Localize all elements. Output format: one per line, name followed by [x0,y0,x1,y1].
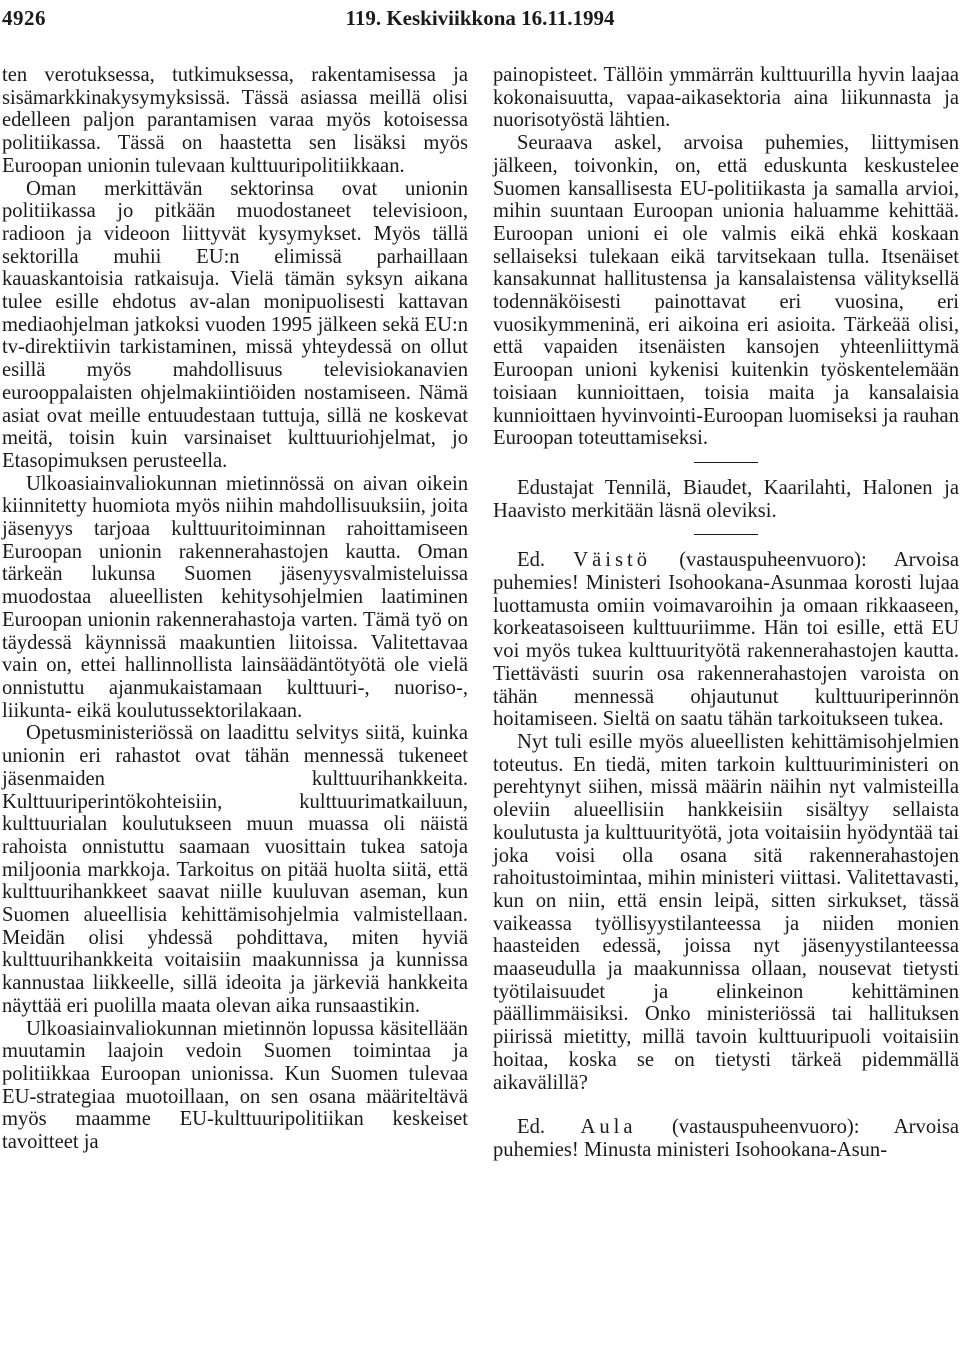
speech-vaisto [493,549,959,731]
speaker-prefix: Ed. [517,1116,546,1139]
speaker-name: Väistö [573,549,651,572]
right-column [493,64,959,1162]
page-header [0,0,960,40]
page-number: 4926 [2,6,46,30]
paragraph: Opetusministeriössä on laadittu selvitys siitä, kuinka unionin eri rahastot ovat tähän mennessä tukeneet jäsenmaiden kulttuurihankkeita. Kulttuuriperintökohteisiin, kulttuurimatkailuun, kulttuurialan koulutukseen muun muassa oli näistä rahoista onnistuttu saamaan vuosittain tukea satoja miljoonia markkoja. Tarkoitus on pitää huolta siitä, että kulttuurihankkeet saavat niille kuuluvan aseman, kun Suomen alueellisia kehittämisohjelmia valmistellaan. Meidän olisi yhdessä pohdittava, miten hyviä kulttuurihankkeita voitaisiin maakunnissa ja kunnissa kannustaa liikkeelle, sillä ideoita ja järkeviä hankkeita näyttää eri puolilla maata olevan aika runsaastikin. [2,722,468,1017]
paragraph: painopisteet. Tällöin ymmärrän kulttuurilla hyvin laajaa kokonaisuutta, vapaa-aikasektoria aina liikunnasta ja nuorisotyöstä lähtien. [493,64,959,132]
paragraph: Ulkoasiainvaliokunnan mietinnössä on aivan oikein kiinnitetty huomiota myös niihin mahdollisuuksiin, joita jäsenyys tarjoaa kulttuuritoiminnan rahoittamiseen Euroopan unionin rakennerahastojen kautta. Oman tärkeän lukunsa Suomen jäsenyysvalmisteluissa muodostaa alueellisten kehitysohjelmien laatiminen Euroopan unionin rakennerahastoja varten. Tämä työ on täydessä käynnissä maakuntien liitoissa. Valitettavaa vain on, ettei hallinnollista lainsäädäntötyötä ole vielä onnistuttu ajanmukaistamaan kulttuuri-, nuoriso-, liikunta- eikä koulutussektorilakaan. [2,472,468,722]
speech-text: (vastauspuheenvuoro): Arvoisa puhemies! Minusta ministeri Isohookana-Asun- [493,1116,960,1161]
paragraph: Oman merkittävän sektorinsa ovat unionin politiikassa jo pitkään muodostaneet televisioon, radioon ja videoon liittyvät kysymykset. Myös tällä sektorilla muhii EU:n elimissä parhaillaan kauaskantoisia ratkaisuja. Vielä tämän syksyn aikana tulee esille ehdotus av-alan monipuolisesti kattavan mediaohjelman jatkoksi vuoden 1995 jälkeen sekä EU:n tv-direktiivin tarkistaminen, missä yhteydessä on ollut esillä myös mahdollisuus televisiokanavien eurooppalaisten ohjelmakiintiöiden nostamiseen. Nämä asiat ovat meille entuudestaan tuttuja, sillä ne koskevat meitä, toisin kuin varsinaiset kulttuuriohjelmat, jo Etasopimuksen perusteella. [2,177,468,472]
speech-text: (vastauspuheenvuoro): Arvoisa puhemies! Ministeri Isohookana-Asunmaa korosti lujaa luottamusta omiin voimavaroihin ja omaan rikkaaseen, korkeatasoiseen kulttuuriimme. Hän toi esille, että EU voi myös tukea kulttuurityötä rakennerahastojen kautta. Tiettävästi suurin osa rakennerahastojen varoista on tähän mennessä ohjautunut kulttuuriperinnön hoitamiseen. Sieltä on saatu tähän tarkoitukseen tukea. [493,549,960,731]
spacer [493,1094,959,1116]
left-column [2,64,468,1154]
speech-aula [493,1116,959,1161]
speaker-name: Aula [580,1116,637,1139]
session-date: 119. Keskiviikkona 16.11.1994 [345,6,615,30]
section-divider [694,534,758,535]
paragraph: Seuraava askel, arvoisa puhemies, liittymisen jälkeen, toivonkin, on, että eduskunta keskustelee Suomen kansallisesta EU-politiikasta ja samalla arvioi, mihin suuntaan Euroopan unionia haluamme kehittää. Euroopan unioni ei ole valmis eikä ehkä koskaan sellaiseksi tulekaan eikä tarvitsekaan tulla. Itsenäiset kansakunnat hallitustensa ja kansalaistensa välityksellä todennäköisesti painottavat eri vuosina, eri vuosikymmeninä, eri aikoina eri asioita. Tärkeää olisi, että vapaiden itsenäisten kansojen yhteenliittymä Euroopan unioni kykenisi kuitenkin työskentelemään toisiaan kunnioittaen, toisia maita ja kansalaisia kunnioittaen hyvinvointi-Euroopan luomiseksi ja rauhan Euroopan toteuttamiseksi. [493,132,959,450]
paragraph: Nyt tuli esille myös alueellisten kehittämisohjelmien toteutus. En tiedä, miten tarkoin kulttuuriministeri on perehtynyt siihen, missä määrin näihin nyt valmisteilla oleviin alueellisiin hankkeisiin sisältyy sellaista koulutusta ja kulttuurityötä, jota voitaisiin hyödyntää tai joka voisi olla osana sitä rakennerahastojen rahoitustoimintaa, mihin ministeri viittasi. Valitettavasti, kun on niin, että ensin leipä, sitten sirkukset, tässä vaikeassa työllisyystilanteessa ja niiden monien haasteiden edessä, joissa nyt jäsenyystilanteessa maaseudulla ja maakunnissa ollaan, nousevat tietysti työtilaisuudet ja elinkeinon kehittäminen päällimmäisiksi. Onko ministeriössä tai hallituksen piirissä mietitty, millä tavoin kulttuuripuoli voitaisiin hoitaa, koska se on tietysti tärkeä pidemmällä aikavälillä? [493,730,959,1094]
paragraph: ten verotuksessa, tutkimuksessa, rakentamisessa ja sisämarkkinakysymyksissä. Tässä asiassa meillä olisi edelleen paljon parantamisen varaa myös kotoisessa politiikassa. Tässä on haastetta sen lisäksi myös Euroopan unionin tulevaan kulttuuripolitiikkaan. [2,64,468,177]
paragraph: Ulkoasiainvaliokunnan mietinnön lopussa käsitellään muutamin laajoin vedoin Suomen toimintaa ja politiikkaa Euroopan unionissa. Kun Suomen tulevaa EU-strategiaa muotoillaan, on sen osana määriteltävä myös maamme EU-kulttuuripolitiikan keskeiset tavoitteet ja [2,1017,468,1154]
speaker-prefix: Ed. [517,549,546,572]
section-divider [694,462,758,463]
attendance-note: Edustajat Tennilä, Biaudet, Kaarilahti, Halonen ja Haavisto merkitään läsnä oleviksi. [493,476,959,522]
